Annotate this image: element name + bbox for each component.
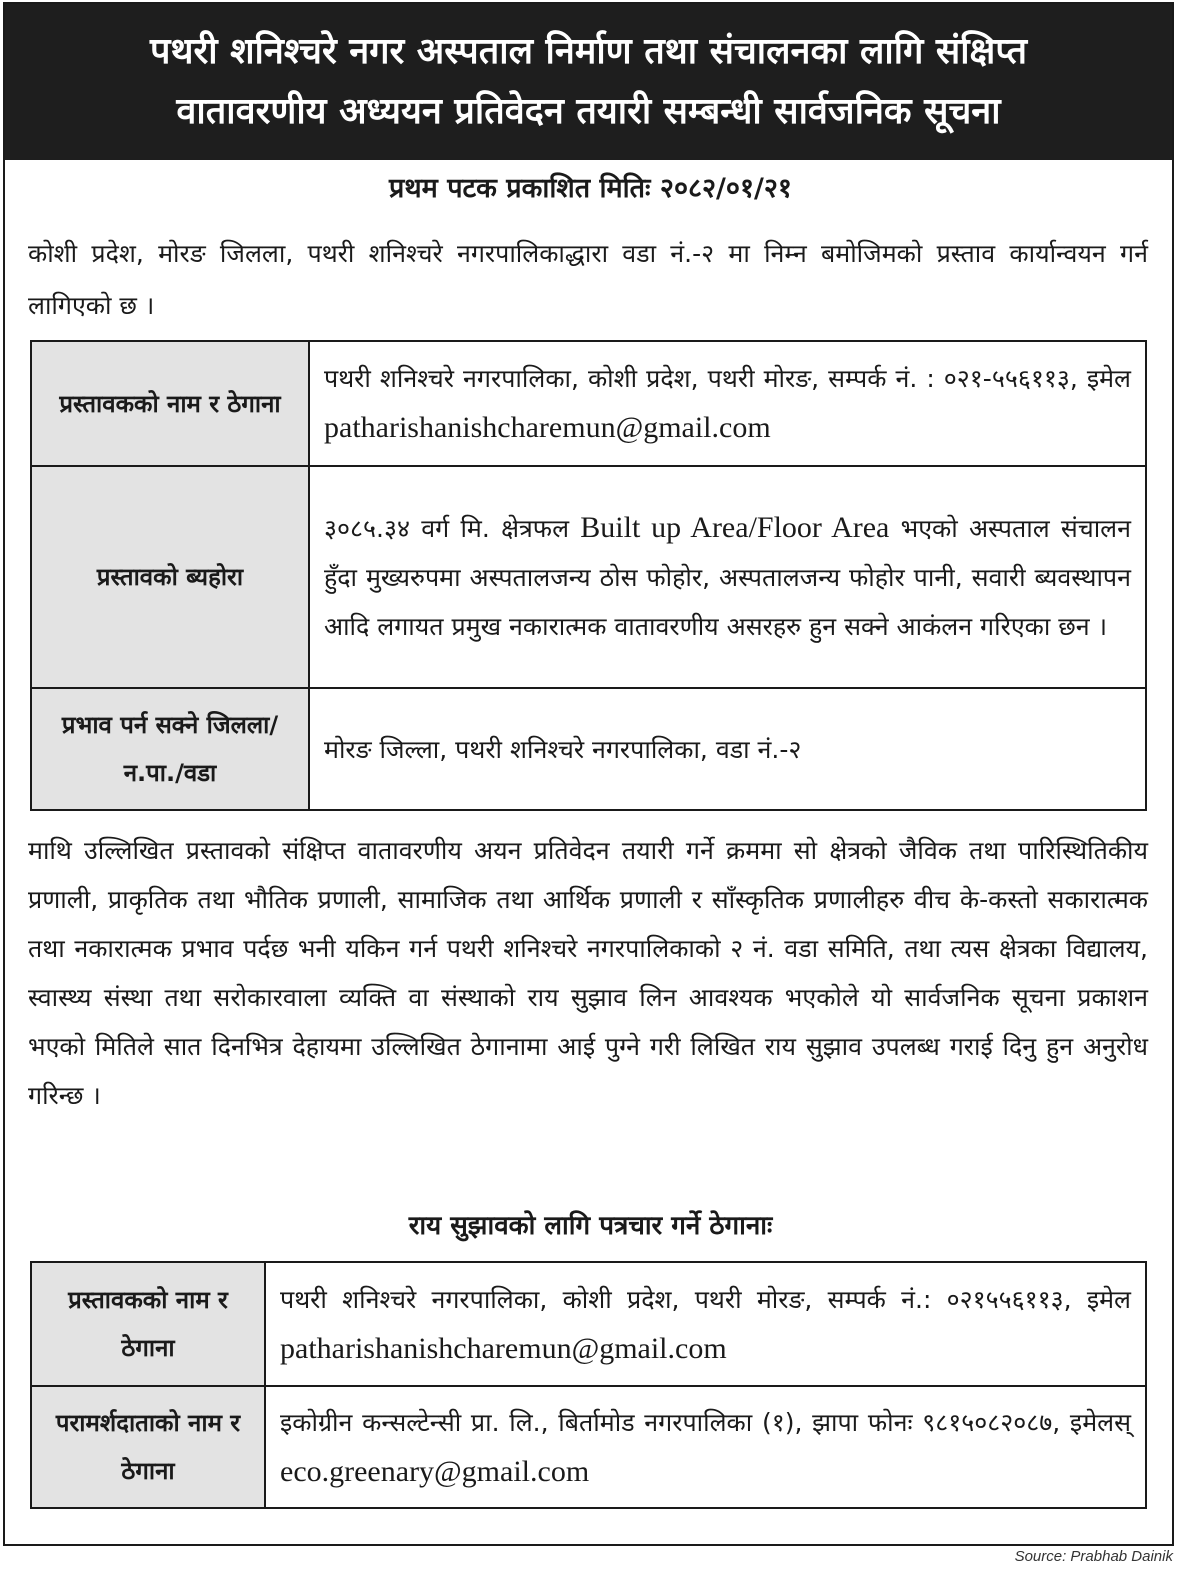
proposer-label: प्रस्तावकको नाम र ठेगाना: [31, 341, 309, 466]
table-row: [31, 1262, 1146, 1386]
proposer-email: patharishanishcharemun@gmail.com: [324, 411, 771, 444]
contact-heading: राय सुझावको लागि पत्रचार गर्ने ठेगानाः: [408, 1211, 773, 1241]
intro-paragraph: कोशी प्रदेश, मोरङ जिलला, पथरी शनिश्चरे नगरपालिकाद्धारा वडा नं.-२ मा निम्न बमोजिमको प्रस्ताव कार्यान्वयन गर्न लागिएको छ ।: [28, 239, 1148, 320]
proposal-description-value: [309, 466, 1146, 688]
title-line-2: वातावरणीय अध्ययन प्रतिवेदन तयारी सम्बन्धी सार्वजनिक सूचना: [176, 91, 1001, 132]
title-banner: [5, 4, 1172, 160]
table-row: [31, 688, 1146, 810]
consultant-value: [265, 1386, 1146, 1508]
description-floor-area: Built up Area/Floor Area: [580, 511, 890, 544]
publication-date: प्रथम पटक प्रकाशित मितिः २०८२/०१/२१: [389, 173, 792, 204]
consultant-label: परामर्शदाताको नाम र ठेगाना: [31, 1386, 265, 1508]
consultant-address: इकोग्रीन कन्सल्टेन्सी प्रा. लि., बिर्तामोड नगरपालिका (१), झापा फोनः ९८१५०८२०८७, इमेलस्: [280, 1407, 1131, 1437]
description-part-2: भएको अस्पताल संचालन हुँदा मुख्यरुपमा अस्पतालजन्य ठोस फोहोर, अस्पतालजन्य फोहोर पानी, सवारी ब्यवस्थापन आदि लगायत प्रमुख नकारात्मक वातावरणीय असरहरु हुन सक्ने आकंलन गरिएका छन ।: [324, 514, 1131, 641]
proposal-table: [30, 340, 1147, 811]
proposal-description-label: प्रस्तावको ब्यहोरा: [31, 466, 309, 688]
contact-table: [30, 1261, 1147, 1509]
title-line-1: पथरी शनिश्चरे नगर अस्पताल निर्माण तथा संचालनका लागि संक्षिप्त: [150, 31, 1027, 72]
contact-proposer-label: प्रस्तावकको नाम र ठेगाना: [31, 1262, 265, 1386]
table-row: [31, 466, 1146, 688]
contact-proposer-address: पथरी शनिश्चरे नगरपालिका, कोशी प्रदेश, पथरी मोरङ, सम्पर्क नं.: ०२१५५६११३, इमेल: [280, 1284, 1131, 1314]
body-paragraph: माथि उल्लिखित प्रस्तावको संक्षिप्त वातावरणीय अयन प्रतिवेदन तयारी गर्ने क्रममा सो क्षेत्रको जैविक तथा पारिस्थितिकीय प्रणाली, प्राकृतिक तथा भौतिक प्रणाली, सामाजिक तथा आर्थिक प्रणाली र साँस्कृतिक प्रणालीहरु वीच के-कस्तो सकारात्मक तथा नकारात्मक प्रभाव पर्दछ भनी यकिन गर्न पथरी शनिश्चरे नगरपालिकाको २ नं. वडा समिति, तथा त्यस क्षेत्रका विद्यालय, स्वास्थ्य संस्था तथा सरोकारवाला व्यक्ति वा संस्थाको राय सुझाव लिन आवश्यक भएकोले यो सार्वजनिक सूचना प्रकाशन भएको मितिले सात दिनभित्र देहायमा उल्लिखित ठेगानामा आई पुग्ने गरी लिखित राय सुझाव उपलब्ध गराई दिनु हुन अनुरोध गरिन्छ ।: [28, 836, 1148, 1110]
description-part-1: ३०८५.३४ वर्ग मि. क्षेत्रफल: [324, 514, 570, 543]
table-row: [31, 1386, 1146, 1508]
affected-area-value: मोरङ जिल्ला, पथरी शनिश्चरे नगरपालिका, वडा नं.-२: [309, 688, 1146, 810]
source-credit: Source: Prabhab Dainik: [1014, 1548, 1173, 1565]
proposer-address: पथरी शनिश्चरे नगरपालिका, कोशी प्रदेश, पथरी मोरङ, सम्पर्क नं. : ०२१-५५६११३, इमेल: [324, 364, 1131, 393]
affected-area-label: प्रभाव पर्न सक्ने जिलला/न.पा./वडा: [31, 688, 309, 810]
table-row: [31, 341, 1146, 466]
contact-proposer-value: [265, 1262, 1146, 1386]
proposer-value: [309, 341, 1146, 466]
consultant-email: eco.greenary@gmail.com: [280, 1454, 590, 1488]
contact-proposer-email: patharishanishcharemun@gmail.com: [280, 1331, 727, 1365]
